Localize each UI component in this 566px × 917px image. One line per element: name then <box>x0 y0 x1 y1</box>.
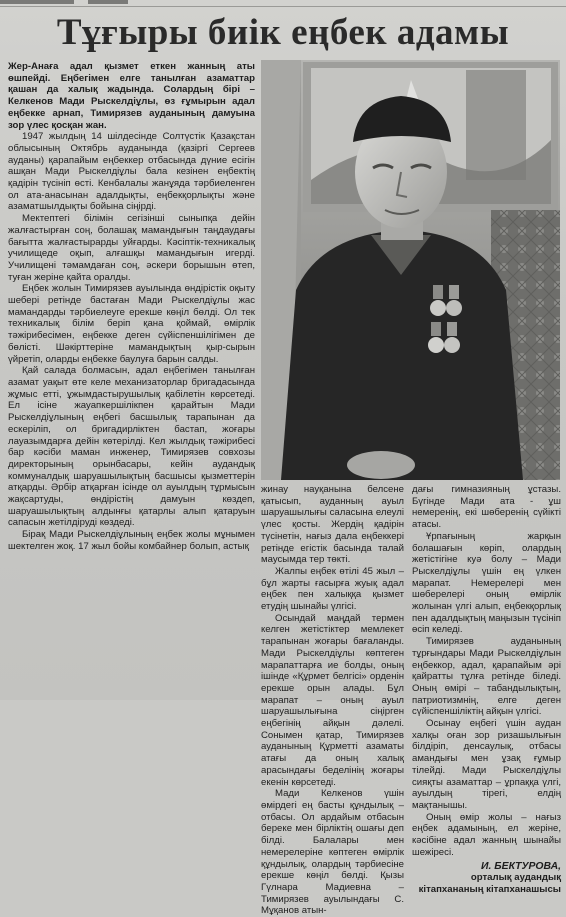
paragraph: Жалпы еңбек өтілі 45 жыл – бұл жарты ғасырға жуық адал еңбек пен халыққа қызмет етудің шынайы үлгісі. <box>261 565 404 613</box>
author-name: И. БЕКТУРОВА, <box>481 860 561 872</box>
article-lead: Жер-Анаға адал қызмет еткен жанның аты өшпейді. Еңбегімен елге танылған азаматтар қашан да халық жадында. Солардың бірі – Келкенов Мади Рыскелдіұлы, өз ғұмырын адал еңбекке арнап, Тимирязев ауданының дамуына зор үлес қосқан жан. <box>8 61 255 131</box>
paragraph: Осынау еңбегі үшін аудан халқы оған зор ризашылығын білдіріп, денсаулық, отбасы амандығы мен ұзақ ғұмыр тілейді. Мади Рыскелдіұлы сияқты азаматтар – ұрпаққа үлгі, ауылдың тірегі, елдің мақтанышы. <box>412 718 561 811</box>
page-header-strip <box>0 0 566 10</box>
portrait-photo <box>261 60 560 480</box>
author-role: орталық аудандық кітапхананың кітапханашысы <box>418 872 561 895</box>
paragraph: жинау науқанына белсене қатысып, ауданның ауыл шаруашылығы саласына елеулі үлес қосты. Жердің қадірін түсінетін, нағыз дала еңбеккері ретінде егістік басында талай маусымда тер төкті. <box>261 484 404 566</box>
paragraph: Мади Келкенов үшін өмірдегі ең басты құндылық – отбасы. Ол ардайым отбасын береке мен бірліктің ошағы деп білді. Балалары мен немерелеріне көптеген өмірлік құндылық, олардың тәрбиесіне ерекше көңіл бөлді. Қызы Гүлнара Мадиевна – Тимирязев ауылындағы С. Мұқанов атын- <box>261 788 404 917</box>
paragraph: Тимирязев ауданының тұрғындары Мади Рыскелдіұлын еңбеккор, адал, қарапайым әрі қайратты тұлға ретінде біледі. Оның өмірі – табандылықтың, патриотизмнің, елге деген сүйіспеншіліктің айқын үлгісі. <box>412 636 561 718</box>
paragraph: Оның өмір жолы – нағыз еңбек адамының, ел жеріне, кәсібіне адал жанның шынайы шежіресі. <box>412 811 561 858</box>
column-2 <box>261 484 404 917</box>
article-title: Тұғыры биік еңбек адамы <box>56 12 510 53</box>
paragraph: Ұрпағының жарқын болашағын көріп, олардың жетістігіне куә болу – Мади Рыскелдіұлы үшін ең үлкен марапат. Немерелері мен шөберелері оның өмірлік жолынан үлгі алып, еңбекқорлық пен адалдықтың маңызын түсініп өсіп келеді. <box>412 530 561 636</box>
paragraph: Осындай маңдай термен келген жетістіктер мемлекет тарапынан жоғары бағаланды. Мади Рыскелдіұлы көптеген марапаттарға ие болды, оның ішінде «Құрмет белгісі» орденін ерекше орын алады. Бұл марапат – оның ауыл шаруашылығына сіңірген еңбегінің айқын дәлелі. Сонымен қатар, Тимирязев ауданының Құрметті азаматы атағы да оның халық арасындағы беделінің жоғары екенін көрсетеді. <box>261 612 404 788</box>
column-3 <box>412 484 561 895</box>
paragraph: Еңбек жолын Тимирязев ауылында өндірістік оқыту шебері ретінде бастаған Мади Рыскелдіұлы жас мамандарды тәрбиелеуге ерекше көңіл бөлді. Ол тек техникалық білім беріп қана қоймай, өмірлік тәжірибесімен, еңбекке деген сүйіспеншілігімен де бөлісті. Шәкірттеріне мамандықтың қыр-сырын үйретіп, оларды еңбекке баулуға барын салды. <box>8 283 255 365</box>
paragraph: Мектептегі білімін сегізінші сыныпқа дейін жалғастырған соң, болашақ мамандығын таңдаудағы бағытта жалғастырарды уйғарды. Кәсіптік-техникалық училищеде оқып, алғашқы мамандығын игерді. Училищені тәмамдаған соң, әскери борышын өтеп, туған жеріне қайта оралды. <box>8 213 255 283</box>
paragraph: Бірақ Мади Рыскелдіұлының еңбек жолы мұнымен шектелген жоқ. 17 жыл бойы комбайнер болып, астық <box>8 529 255 552</box>
paragraph: Қай салада болмасын, адал еңбегімен танылған азамат уақыт өте келе механизаторлар бригадасында жұмыс етті, ұжымдастырушылық қабілетін көрсетеді. Ел ісіне жауапкершілікпен қарайтын Мади Рыскелдіұлының еңбегі басшылық тарапынан да ескеріліп, ол бригадирліктен бастап, жоғары лауазымдарға дейін көтерілді. Кел жылдық тәжірибесі бар кәсіби маман инженер, Тимирязев совхозы директорының орынбасары, кейін аудандық коммуналдық шаруашылықтың басшысы қызметтерін атқарды. Әрбір атқарған ісінде ол ауылдың тұрмысын жақсартуды, өндірістің дамуын көздеп, шаруашылықтың алдынғы қатарлы алып қатаруын сапасын жетілдіруді көздеді. <box>8 365 255 529</box>
paragraph: дағы гимназияның ұстазы. Бүгінде Мади ата - ұш немеренің, екі шөберенің сүйікті атасы. <box>412 484 561 531</box>
paragraph: 1947 жылдың 14 шілдесінде Солтүстік Қазақстан облысының Октябрь ауданында (қазіргі Сергеев ауданы) қарапайым еңбеккер отбасында дүние есігін ашқан Мади Рыскелдіұлы бала кезінен еңбектің қадірін түсініп өсті. Кенбалалы жанұяда тәрбиеленген ол ата-анасынан адалдықты, еңбекқорлықты және азаматшылдықты бойына сіңірді. <box>8 131 255 213</box>
column-1 <box>8 61 255 699</box>
